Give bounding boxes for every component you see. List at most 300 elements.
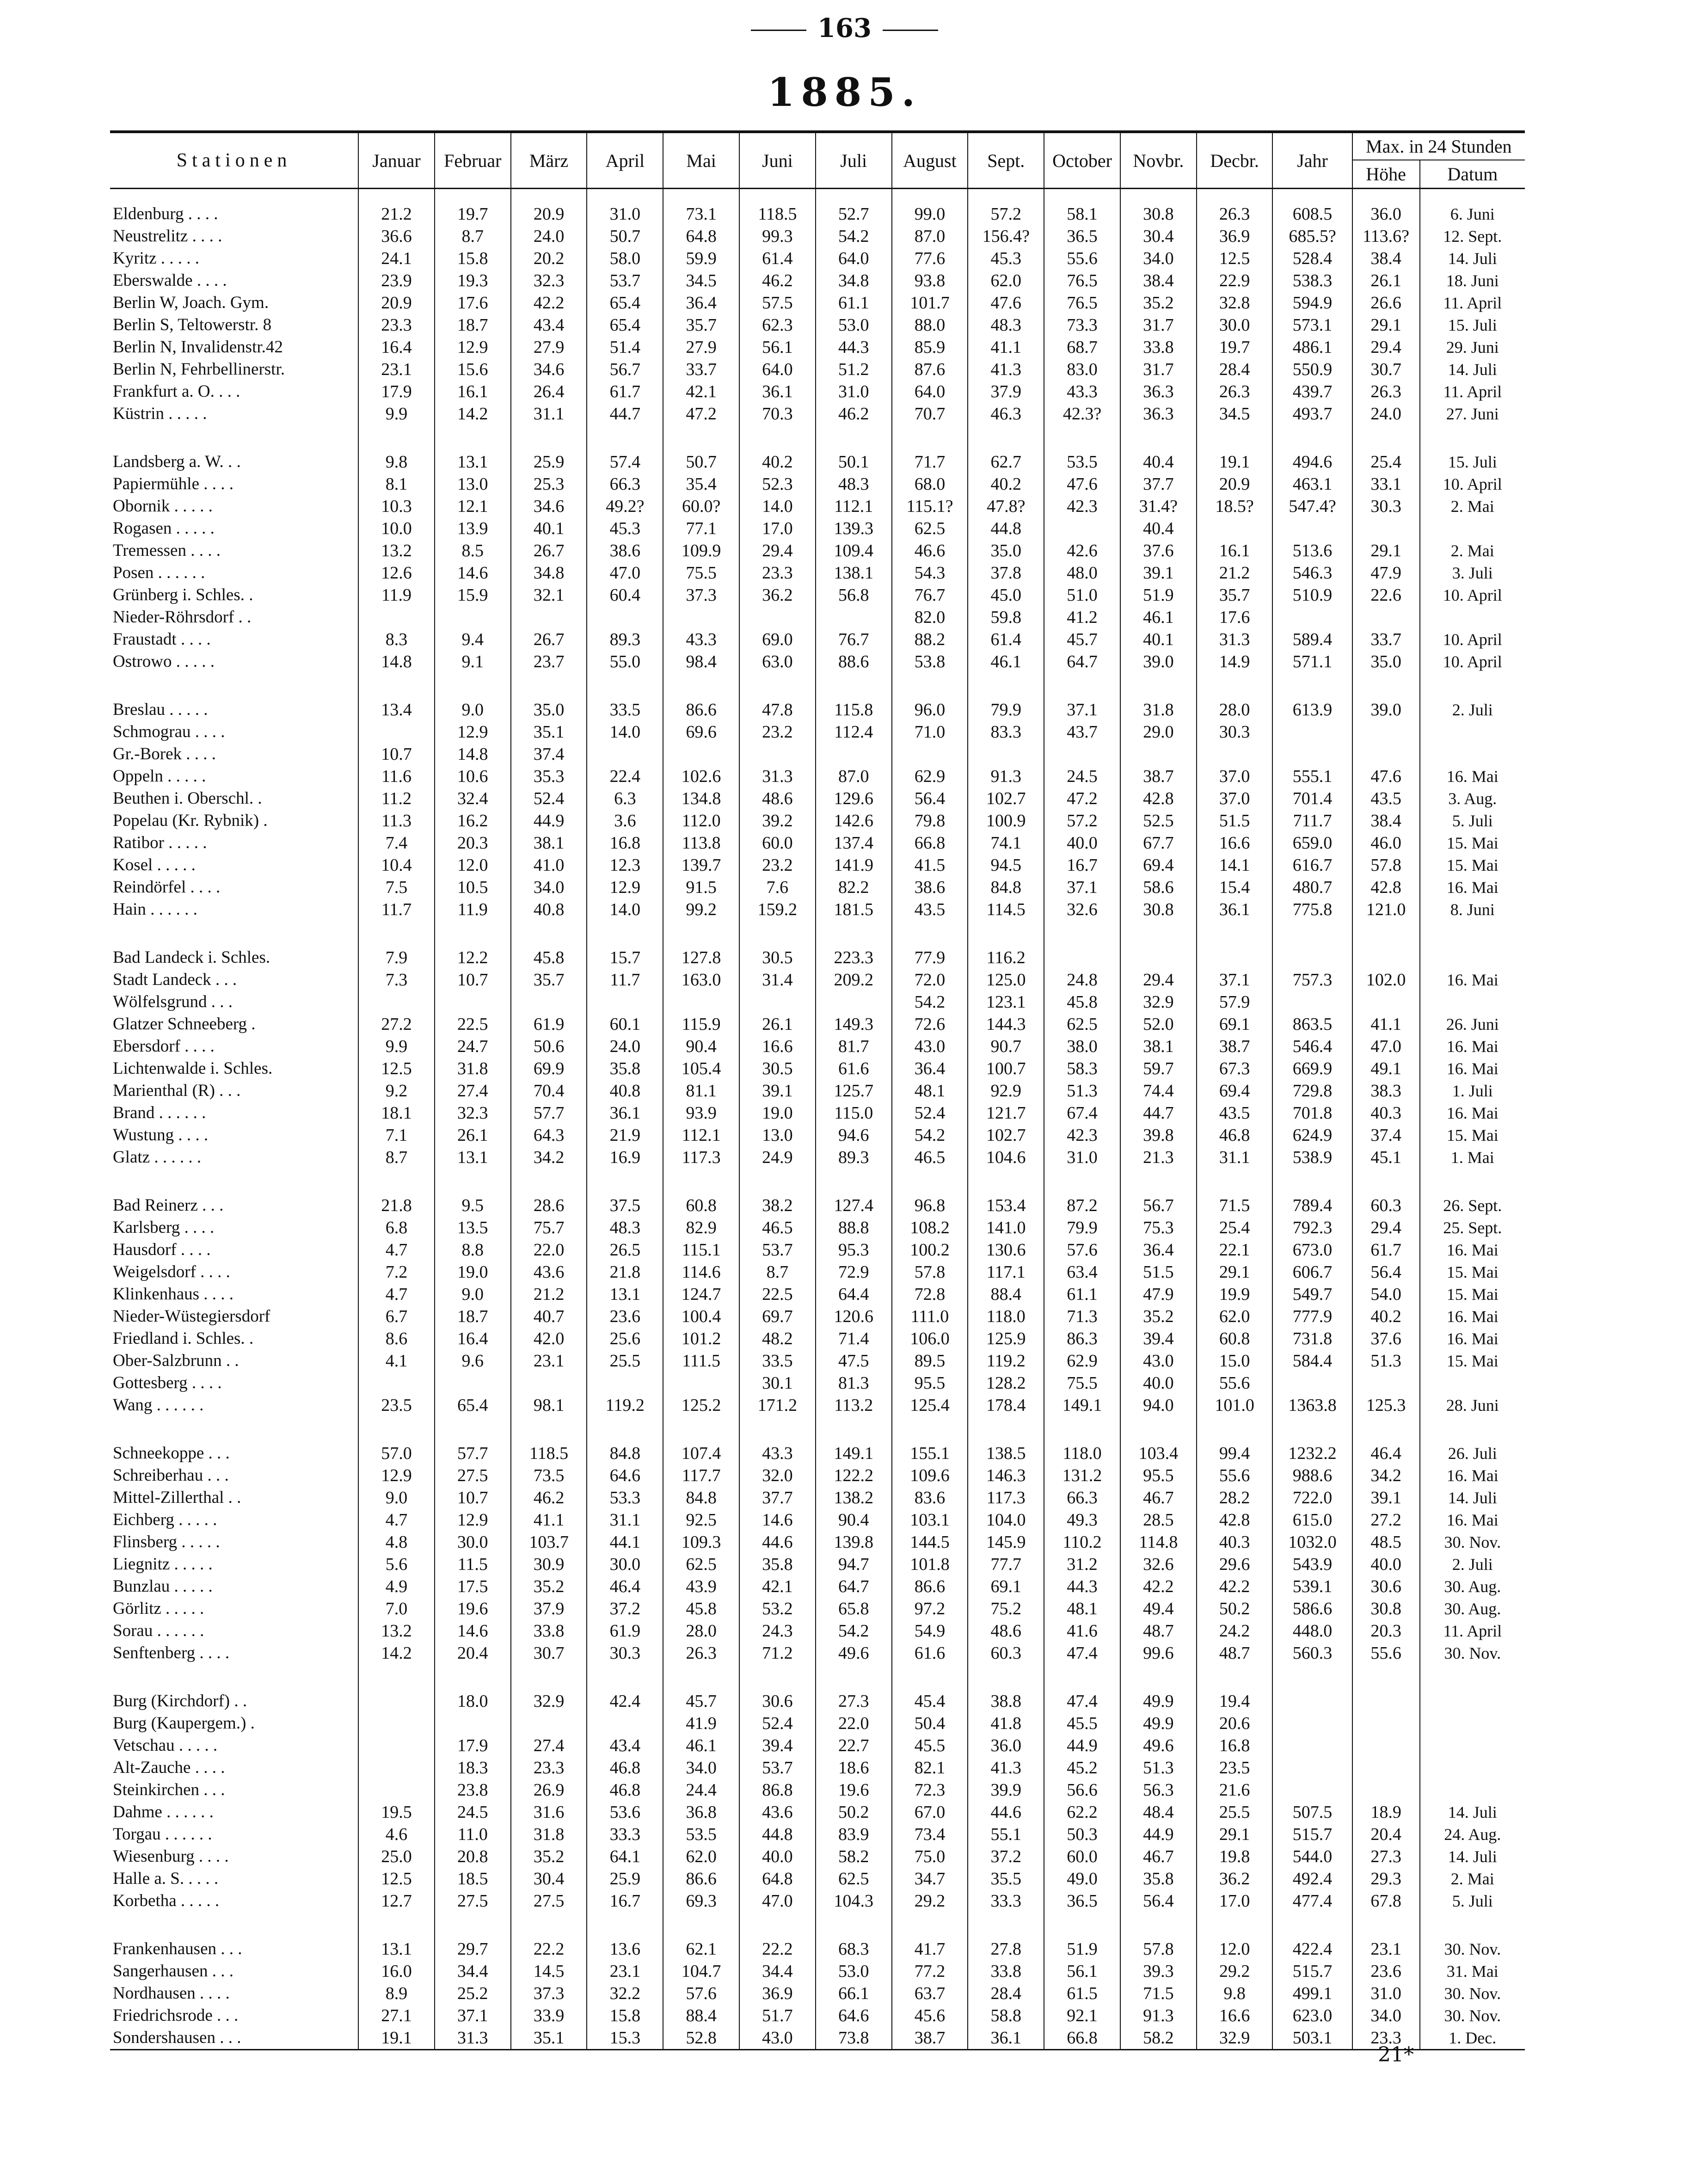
month-value-cell: 16.8 <box>1197 1735 1273 1757</box>
header-row <box>110 132 1525 160</box>
max-height-cell: 121.0 <box>1352 898 1420 921</box>
month-value-cell: 31.1 <box>1197 1146 1273 1169</box>
month-value-cell: 22.2 <box>511 1938 587 1960</box>
table-row <box>110 699 1525 721</box>
month-value-cell: 42.2 <box>511 292 587 314</box>
month-value-cell: 29.1 <box>1197 1823 1273 1846</box>
month-value-cell: 22.0 <box>816 1712 892 1735</box>
max-date-cell: 31. Mai <box>1446 1962 1499 1981</box>
month-value-cell <box>358 721 435 743</box>
year-total-cell: 777.9 <box>1272 1305 1352 1328</box>
table-row <box>110 1283 1525 1305</box>
max-date-cell: 11. April <box>1443 294 1502 312</box>
month-value-cell: 41.5 <box>892 854 968 876</box>
month-value-cell: 15.8 <box>587 2005 663 2027</box>
month-value-cell: 17.9 <box>358 381 435 403</box>
month-value-cell: 79.8 <box>892 810 968 832</box>
month-value-cell: 60.0 <box>739 832 816 854</box>
month-value-cell: 86.8 <box>739 1779 816 1801</box>
header-max-height: Höhe <box>1352 160 1420 189</box>
month-value-cell: 48.3 <box>816 473 892 495</box>
month-value-cell: 12.9 <box>587 876 663 898</box>
month-value-cell: 33.9 <box>511 2005 587 2027</box>
month-value-cell: 39.8 <box>1120 1124 1197 1146</box>
month-value-cell: 49.2? <box>587 495 663 517</box>
month-value-cell: 51.3 <box>1044 1080 1120 1102</box>
month-value-cell: 17.6 <box>435 292 511 314</box>
month-value-cell: 69.1 <box>968 1575 1044 1598</box>
station-name-cell: Ratibor . . . . . <box>110 832 358 854</box>
month-value-cell: 20.4 <box>435 1642 511 1664</box>
max-height-cell: 24.0 <box>1352 403 1420 425</box>
table-row <box>110 651 1525 673</box>
station-name-cell: Torgau . . . . . . <box>110 1823 358 1846</box>
station-name-cell: Schreiberhau . . . <box>110 1464 358 1487</box>
year-total-cell: 1363.8 <box>1272 1394 1352 1416</box>
month-value-cell: 49.6 <box>816 1642 892 1664</box>
table-row <box>110 1531 1525 1553</box>
table-row <box>110 1487 1525 1509</box>
table-row <box>110 270 1525 292</box>
month-value-cell: 30.8 <box>1120 898 1197 921</box>
month-value-cell <box>587 743 663 765</box>
month-value-cell: 16.2 <box>435 810 511 832</box>
station-name-cell: Reindörfel . . . . <box>110 876 358 898</box>
station-name-cell: Wang . . . . . . <box>110 1394 358 1416</box>
month-value-cell: 49.9 <box>1120 1690 1197 1712</box>
month-value-cell: 45.6 <box>892 2005 968 2027</box>
month-value-cell: 15.4 <box>1197 876 1273 898</box>
month-value-cell: 23.1 <box>511 1350 587 1372</box>
max-date-cell: 3. Juli <box>1452 564 1493 582</box>
page-number-rule-right <box>883 30 938 31</box>
station-name-cell: Eldenburg . . . . <box>110 203 358 225</box>
month-value-cell: 16.6 <box>1197 832 1273 854</box>
month-value-cell: 61.5 <box>1044 1982 1120 2005</box>
year-total-cell: 555.1 <box>1272 765 1352 787</box>
month-value-cell: 62.0 <box>663 1846 739 1868</box>
month-value-cell: 52.5 <box>1120 810 1197 832</box>
month-value-cell: 42.4 <box>587 1690 663 1712</box>
table-row <box>110 225 1525 247</box>
month-value-cell: 99.0 <box>892 203 968 225</box>
month-value-cell <box>358 1779 435 1801</box>
month-value-cell: 11.2 <box>358 787 435 810</box>
month-value-cell: 35.4 <box>663 473 739 495</box>
station-name-cell: Lichtenwalde i. Schles. <box>110 1058 358 1080</box>
month-value-cell: 11.6 <box>358 765 435 787</box>
month-value-cell: 31.8 <box>435 1058 511 1080</box>
station-name-cell: Friedland i. Schles. . <box>110 1328 358 1350</box>
header-month: Februar <box>435 132 511 189</box>
month-value-cell: 63.0 <box>739 651 816 673</box>
month-value-cell: 119.2 <box>587 1394 663 1416</box>
month-value-cell: 85.9 <box>892 336 968 358</box>
max-height-cell: 55.6 <box>1352 1642 1420 1664</box>
month-value-cell: 47.0 <box>587 562 663 584</box>
page-number: 163 <box>817 13 872 43</box>
station-name-cell: Mittel-Zillerthal . . <box>110 1487 358 1509</box>
month-value-cell: 35.8 <box>587 1058 663 1080</box>
month-value-cell: 36.3 <box>1120 403 1197 425</box>
month-value-cell: 64.8 <box>663 225 739 247</box>
month-value-cell: 33.8 <box>511 1620 587 1642</box>
month-value-cell: 30.5 <box>739 1058 816 1080</box>
month-value-cell: 14.6 <box>435 1620 511 1642</box>
month-value-cell: 62.5 <box>1044 1013 1120 1035</box>
month-value-cell: 31.7 <box>1120 358 1197 381</box>
year-total-cell: 571.1 <box>1272 651 1352 673</box>
month-value-cell: 69.0 <box>739 628 816 651</box>
month-value-cell: 41.7 <box>892 1938 968 1960</box>
max-date-cell: 12. Sept. <box>1443 227 1502 246</box>
month-value-cell: 14.5 <box>511 1960 587 1982</box>
month-value-cell: 20.9 <box>1197 473 1273 495</box>
month-value-cell: 57.7 <box>511 1102 587 1124</box>
month-value-cell: 29.1 <box>1197 1261 1273 1283</box>
station-name-cell: Steinkirchen . . . <box>110 1779 358 1801</box>
month-value-cell <box>358 1690 435 1712</box>
year-total-cell: 722.0 <box>1272 1487 1352 1509</box>
max-height-cell: 23.1 <box>1352 1938 1420 1960</box>
table-row <box>110 1938 1525 1960</box>
month-value-cell: 37.1 <box>1044 699 1120 721</box>
max-height-cell: 26.3 <box>1352 381 1420 403</box>
month-value-cell: 59.7 <box>1120 1058 1197 1080</box>
month-value-cell: 46.7 <box>1120 1846 1197 1868</box>
month-value-cell: 55.0 <box>587 651 663 673</box>
max-date-cell: 16. Mai <box>1446 1037 1499 1056</box>
month-value-cell: 46.5 <box>739 1217 816 1239</box>
month-value-cell: 64.7 <box>816 1575 892 1598</box>
month-value-cell <box>587 606 663 628</box>
month-value-cell: 42.6 <box>1044 540 1120 562</box>
month-value-cell: 44.9 <box>511 810 587 832</box>
month-value-cell: 48.7 <box>1197 1642 1273 1664</box>
max-height-cell: 36.0 <box>1352 203 1420 225</box>
month-value-cell: 12.2 <box>435 947 511 969</box>
month-value-cell: 51.9 <box>1044 1938 1120 1960</box>
year-total-cell: 422.4 <box>1272 1938 1352 1960</box>
month-value-cell: 13.6 <box>587 1938 663 1960</box>
max-height-cell: 23.3 <box>1352 2027 1420 2050</box>
month-value-cell: 44.8 <box>968 517 1044 540</box>
max-date-cell: 30. Aug. <box>1444 1577 1501 1596</box>
month-value-cell: 104.7 <box>663 1960 739 1982</box>
station-name-cell: Popelau (Kr. Rybnik) . <box>110 810 358 832</box>
table-row <box>110 1712 1525 1735</box>
max-height-cell: 26.1 <box>1352 270 1420 292</box>
month-value-cell: 20.3 <box>435 832 511 854</box>
month-value-cell: 45.8 <box>663 1598 739 1620</box>
month-value-cell: 48.3 <box>587 1217 663 1239</box>
month-value-cell: 63.7 <box>892 1982 968 2005</box>
month-value-cell: 12.7 <box>358 1890 435 1912</box>
month-value-cell <box>1120 947 1197 969</box>
month-value-cell: 71.4 <box>816 1328 892 1350</box>
year-total-cell <box>1272 991 1352 1013</box>
month-value-cell: 67.3 <box>1197 1058 1273 1080</box>
month-value-cell: 60.8 <box>663 1194 739 1217</box>
max-date-cell <box>1420 517 1525 540</box>
month-value-cell: 137.4 <box>816 832 892 854</box>
month-value-cell: 18.5? <box>1197 495 1273 517</box>
month-value-cell: 71.7 <box>892 451 968 473</box>
max-height-cell: 30.8 <box>1352 1598 1420 1620</box>
month-value-cell: 41.2 <box>1044 606 1120 628</box>
month-value-cell: 41.0 <box>511 854 587 876</box>
year-total-cell: 539.1 <box>1272 1575 1352 1598</box>
year-total-cell: 510.9 <box>1272 584 1352 606</box>
month-value-cell: 32.6 <box>1120 1553 1197 1575</box>
month-value-cell: 139.3 <box>816 517 892 540</box>
month-value-cell: 43.9 <box>663 1575 739 1598</box>
month-value-cell <box>1197 947 1273 969</box>
month-value-cell: 37.3 <box>511 1982 587 2005</box>
table-row <box>110 1868 1525 1890</box>
month-value-cell: 66.3 <box>1044 1487 1120 1509</box>
month-value-cell: 46.8 <box>587 1779 663 1801</box>
month-value-cell: 44.9 <box>1120 1823 1197 1846</box>
max-date-cell: 30. Nov. <box>1444 1940 1501 1958</box>
station-name-cell: Nieder-Röhrsdorf . . <box>110 606 358 628</box>
month-value-cell: 125.9 <box>968 1328 1044 1350</box>
month-value-cell: 117.3 <box>968 1487 1044 1509</box>
table-row <box>110 540 1525 562</box>
month-value-cell: 32.8 <box>1197 292 1273 314</box>
month-value-cell <box>816 743 892 765</box>
month-value-cell: 9.9 <box>358 403 435 425</box>
month-value-cell: 16.8 <box>587 832 663 854</box>
month-value-cell: 14.1 <box>1197 854 1273 876</box>
month-value-cell: 37.7 <box>739 1487 816 1509</box>
max-height-cell: 57.8 <box>1352 854 1420 876</box>
table-row <box>110 1261 1525 1283</box>
month-value-cell: 103.4 <box>1120 1442 1197 1464</box>
month-value-cell <box>587 1712 663 1735</box>
max-height-cell: 30.3 <box>1352 495 1420 517</box>
max-date-cell: 30. Aug. <box>1444 1600 1501 1618</box>
month-value-cell <box>816 991 892 1013</box>
month-value-cell: 9.4 <box>435 628 511 651</box>
max-height-cell: 35.0 <box>1352 651 1420 673</box>
station-name-cell: Wölfelsgrund . . . <box>110 991 358 1013</box>
month-value-cell: 31.0 <box>587 203 663 225</box>
month-value-cell: 12.0 <box>1197 1938 1273 1960</box>
header-month: Juli <box>816 132 892 189</box>
month-value-cell: 113.8 <box>663 832 739 854</box>
max-height-cell <box>1352 1779 1420 1801</box>
month-value-cell: 49.3 <box>1044 1509 1120 1531</box>
max-height-cell: 40.3 <box>1352 1102 1420 1124</box>
max-date-cell: 2. Mai <box>1450 1870 1494 1888</box>
max-date-cell <box>1420 1779 1525 1801</box>
month-value-cell <box>511 1712 587 1735</box>
month-value-cell: 31.1 <box>511 403 587 425</box>
month-value-cell: 31.8 <box>1120 699 1197 721</box>
month-value-cell: 43.0 <box>739 2027 816 2050</box>
header-month: Mai <box>663 132 739 189</box>
month-value-cell: 30.3 <box>587 1642 663 1664</box>
month-value-cell <box>358 1735 435 1757</box>
month-value-cell: 64.8 <box>739 1868 816 1890</box>
year-total-cell: 463.1 <box>1272 473 1352 495</box>
month-value-cell: 75.2 <box>968 1598 1044 1620</box>
month-value-cell: 155.1 <box>892 1442 968 1464</box>
month-value-cell: 94.0 <box>1120 1394 1197 1416</box>
table-row <box>110 1239 1525 1261</box>
month-value-cell: 71.5 <box>1120 1982 1197 2005</box>
month-value-cell <box>1197 743 1273 765</box>
month-value-cell: 11.9 <box>435 898 511 921</box>
month-value-cell: 62.5 <box>892 517 968 540</box>
month-value-cell: 109.9 <box>663 540 739 562</box>
month-value-cell: 37.9 <box>511 1598 587 1620</box>
month-value-cell: 101.0 <box>1197 1394 1273 1416</box>
month-value-cell: 4.7 <box>358 1509 435 1531</box>
month-value-cell: 35.0 <box>968 540 1044 562</box>
month-value-cell: 49.4 <box>1120 1598 1197 1620</box>
max-date-cell: 11. April <box>1443 1622 1502 1640</box>
month-value-cell: 48.1 <box>892 1080 968 1102</box>
month-value-cell: 119.2 <box>968 1350 1044 1372</box>
month-value-cell: 43.4 <box>511 314 587 336</box>
month-value-cell: 53.7 <box>587 270 663 292</box>
month-value-cell: 53.7 <box>739 1757 816 1779</box>
month-value-cell: 13.0 <box>435 473 511 495</box>
month-value-cell: 91.3 <box>968 765 1044 787</box>
month-value-cell: 65.4 <box>435 1394 511 1416</box>
month-value-cell: 70.7 <box>892 403 968 425</box>
month-value-cell: 34.6 <box>511 495 587 517</box>
month-value-cell: 13.0 <box>739 1124 816 1146</box>
month-value-cell: 37.4 <box>511 743 587 765</box>
month-value-cell: 95.3 <box>816 1239 892 1261</box>
month-value-cell: 51.3 <box>1120 1757 1197 1779</box>
table-row <box>110 1779 1525 1801</box>
month-value-cell: 9.6 <box>435 1350 511 1372</box>
month-value-cell: 44.1 <box>587 1531 663 1553</box>
max-date-cell: 16. Mai <box>1446 971 1499 989</box>
month-value-cell: 24.1 <box>358 247 435 270</box>
max-height-cell: 30.6 <box>1352 1575 1420 1598</box>
month-value-cell: 37.5 <box>587 1194 663 1217</box>
month-value-cell: 28.4 <box>968 1982 1044 2005</box>
month-value-cell: 48.6 <box>968 1620 1044 1642</box>
month-value-cell: 8.5 <box>435 540 511 562</box>
max-height-cell: 125.3 <box>1352 1394 1420 1416</box>
month-value-cell: 32.0 <box>739 1464 816 1487</box>
month-value-cell: 83.9 <box>816 1823 892 1846</box>
month-value-cell: 45.3 <box>968 247 1044 270</box>
max-height-cell <box>1352 1757 1420 1779</box>
station-name-cell: Karlsberg . . . . <box>110 1217 358 1239</box>
month-value-cell: 55.6 <box>1197 1372 1273 1394</box>
month-value-cell: 44.7 <box>1120 1102 1197 1124</box>
table-row <box>110 1960 1525 1982</box>
header-month: Novbr. <box>1120 132 1197 189</box>
month-value-cell: 35.8 <box>739 1553 816 1575</box>
month-value-cell: 44.8 <box>739 1823 816 1846</box>
month-value-cell: 38.6 <box>587 540 663 562</box>
month-value-cell: 142.6 <box>816 810 892 832</box>
month-value-cell: 35.2 <box>511 1846 587 1868</box>
month-value-cell: 72.3 <box>892 1779 968 1801</box>
table-row <box>110 2005 1525 2027</box>
month-value-cell: 43.3 <box>739 1442 816 1464</box>
year-total-cell: 448.0 <box>1272 1620 1352 1642</box>
month-value-cell: 90.7 <box>968 1035 1044 1058</box>
month-value-cell: 61.9 <box>511 1013 587 1035</box>
max-height-cell: 46.0 <box>1352 832 1420 854</box>
year-total-cell: 616.7 <box>1272 854 1352 876</box>
month-value-cell: 75.3 <box>1120 1217 1197 1239</box>
month-value-cell: 128.2 <box>968 1372 1044 1394</box>
month-value-cell: 16.9 <box>587 1146 663 1169</box>
station-name-cell: Bad Landeck i. Schles. <box>110 947 358 969</box>
month-value-cell: 31.4 <box>739 969 816 991</box>
month-value-cell: 101.7 <box>892 292 968 314</box>
month-value-cell: 72.8 <box>892 1283 968 1305</box>
year-total-cell <box>1272 1372 1352 1394</box>
month-value-cell: 223.3 <box>816 947 892 969</box>
month-value-cell: 16.7 <box>1044 854 1120 876</box>
month-value-cell: 42.2 <box>1197 1575 1273 1598</box>
month-value-cell: 64.6 <box>587 1464 663 1487</box>
month-value-cell: 55.6 <box>1197 1464 1273 1487</box>
month-value-cell: 37.7 <box>1120 473 1197 495</box>
month-value-cell: 24.0 <box>511 225 587 247</box>
month-value-cell: 14.6 <box>739 1509 816 1531</box>
month-value-cell: 50.6 <box>511 1035 587 1058</box>
month-value-cell: 117.3 <box>663 1146 739 1169</box>
month-value-cell <box>663 1372 739 1394</box>
month-value-cell: 52.4 <box>892 1102 968 1124</box>
month-value-cell <box>435 606 511 628</box>
station-name-cell: Nieder-Wüstegiersdorf <box>110 1305 358 1328</box>
month-value-cell: 134.8 <box>663 787 739 810</box>
station-name-cell: Friedrichsrode . . . <box>110 2005 358 2027</box>
table-row <box>110 1509 1525 1531</box>
month-value-cell: 62.0 <box>1197 1305 1273 1328</box>
station-name-cell: Glatzer Schneeberg . <box>110 1013 358 1035</box>
month-value-cell: 34.8 <box>816 270 892 292</box>
month-value-cell: 8.6 <box>358 1328 435 1350</box>
month-value-cell: 24.7 <box>435 1035 511 1058</box>
max-date-cell: 14. Juli <box>1448 1489 1497 1507</box>
table-row <box>110 787 1525 810</box>
month-value-cell: 44.9 <box>1044 1735 1120 1757</box>
month-value-cell: 74.4 <box>1120 1080 1197 1102</box>
month-value-cell: 30.7 <box>511 1642 587 1664</box>
month-value-cell: 13.1 <box>435 1146 511 1169</box>
year-total-cell: 573.1 <box>1272 314 1352 336</box>
month-value-cell: 15.8 <box>435 247 511 270</box>
table-row <box>110 1058 1525 1080</box>
month-value-cell: 29.6 <box>1197 1553 1273 1575</box>
month-value-cell: 4.9 <box>358 1575 435 1598</box>
max-height-cell: 34.2 <box>1352 1464 1420 1487</box>
max-height-cell <box>1352 743 1420 765</box>
year-total-cell: 701.4 <box>1272 787 1352 810</box>
max-date-cell: 30. Nov. <box>1444 2006 1501 2025</box>
max-height-cell: 29.1 <box>1352 540 1420 562</box>
month-value-cell: 40.0 <box>1120 1372 1197 1394</box>
month-value-cell: 91.3 <box>1120 2005 1197 2027</box>
month-value-cell: 66.8 <box>1044 2027 1120 2050</box>
month-value-cell: 81.3 <box>816 1372 892 1394</box>
year-total-cell: 669.9 <box>1272 1058 1352 1080</box>
